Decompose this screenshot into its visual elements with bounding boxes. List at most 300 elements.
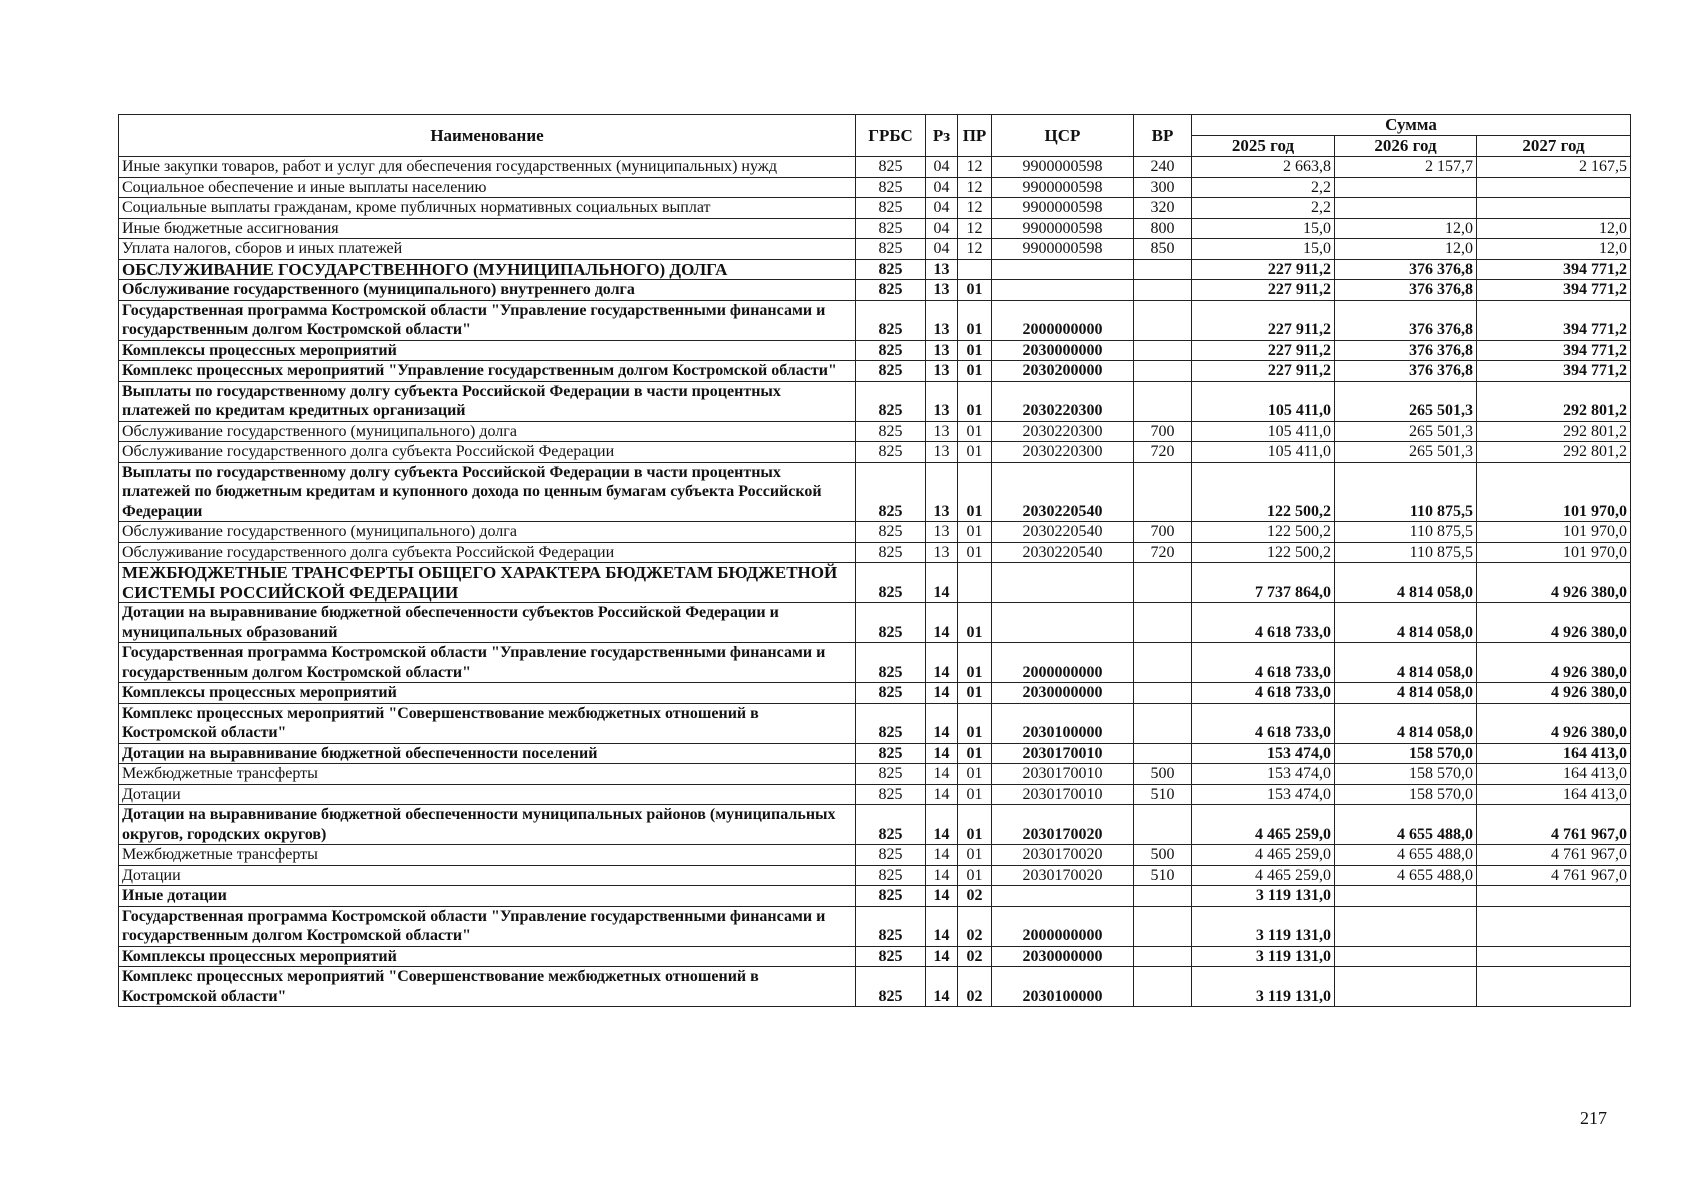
cell-name: Социальное обеспечение и иные выплаты населению — [119, 177, 856, 198]
cell-sum-2026: 12,0 — [1335, 239, 1477, 260]
cell-sum-2025: 4 465 259,0 — [1192, 805, 1335, 845]
cell-name: Комплекс процессных мероприятий "Управление государственным долгом Костромской области" — [119, 361, 856, 382]
cell-sum-2025: 2 663,8 — [1192, 157, 1335, 178]
cell-vr — [1134, 462, 1192, 522]
cell-rz: 14 — [926, 886, 958, 907]
header-csr: ЦСР — [992, 115, 1134, 157]
cell-csr: 2030170010 — [992, 784, 1134, 805]
table-row — [119, 381, 1631, 421]
cell-csr: 9900000598 — [992, 177, 1134, 198]
cell-grbs: 825 — [856, 805, 926, 845]
cell-rz: 14 — [926, 703, 958, 743]
cell-csr — [992, 563, 1134, 603]
cell-sum-2025: 4 618 733,0 — [1192, 683, 1335, 704]
cell-grbs: 825 — [856, 259, 926, 280]
cell-csr: 2030220540 — [992, 542, 1134, 563]
cell-name: Дотации на выравнивание бюджетной обеспеченности поселений — [119, 743, 856, 764]
cell-sum-2025: 3 119 131,0 — [1192, 967, 1335, 1007]
page-number: 217 — [1580, 1108, 1607, 1128]
cell-name: Обслуживание государственного (муниципального) долга — [119, 522, 856, 543]
table-row — [119, 603, 1631, 643]
cell-sum-2026: 110 875,5 — [1335, 462, 1477, 522]
cell-rz: 13 — [926, 340, 958, 361]
cell-csr — [992, 886, 1134, 907]
table-row — [119, 522, 1631, 543]
cell-sum-2025: 3 119 131,0 — [1192, 886, 1335, 907]
cell-vr — [1134, 300, 1192, 340]
cell-sum-2027 — [1477, 177, 1631, 198]
cell-pr: 01 — [958, 764, 992, 785]
cell-sum-2027: 101 970,0 — [1477, 522, 1631, 543]
cell-pr — [958, 259, 992, 280]
cell-sum-2027 — [1477, 906, 1631, 946]
cell-grbs: 825 — [856, 784, 926, 805]
cell-sum-2026: 4 814 058,0 — [1335, 683, 1477, 704]
cell-grbs: 825 — [856, 239, 926, 260]
cell-name: Выплаты по государственному долгу субъекта Российской Федерации в части процентных платежей по бюджетным кредитам и купонного дохода по ценным бумагам субъекта Российской Федерации — [119, 462, 856, 522]
cell-sum-2025: 15,0 — [1192, 239, 1335, 260]
cell-pr: 01 — [958, 522, 992, 543]
table-row — [119, 764, 1631, 785]
cell-sum-2027: 4 926 380,0 — [1477, 703, 1631, 743]
cell-rz: 04 — [926, 218, 958, 239]
cell-sum-2025: 227 911,2 — [1192, 300, 1335, 340]
table-row — [119, 906, 1631, 946]
cell-vr — [1134, 603, 1192, 643]
table-row — [119, 805, 1631, 845]
cell-csr: 9900000598 — [992, 157, 1134, 178]
cell-pr: 12 — [958, 239, 992, 260]
cell-vr: 500 — [1134, 845, 1192, 866]
cell-grbs: 825 — [856, 886, 926, 907]
cell-name: Обслуживание государственного долга субъекта Российской Федерации — [119, 542, 856, 563]
header-rz: Рз — [926, 115, 958, 157]
cell-rz: 14 — [926, 603, 958, 643]
cell-rz: 14 — [926, 946, 958, 967]
cell-sum-2027 — [1477, 967, 1631, 1007]
cell-vr — [1134, 280, 1192, 301]
cell-grbs: 825 — [856, 683, 926, 704]
cell-sum-2025: 4 618 733,0 — [1192, 643, 1335, 683]
cell-rz: 13 — [926, 421, 958, 442]
cell-csr: 2030220300 — [992, 381, 1134, 421]
cell-rz: 14 — [926, 906, 958, 946]
cell-sum-2025: 4 618 733,0 — [1192, 603, 1335, 643]
cell-sum-2026: 4 814 058,0 — [1335, 643, 1477, 683]
header-year-2025: 2025 год — [1192, 136, 1335, 157]
cell-sum-2026: 4 655 488,0 — [1335, 865, 1477, 886]
cell-sum-2025: 2,2 — [1192, 177, 1335, 198]
cell-sum-2027: 394 771,2 — [1477, 259, 1631, 280]
cell-sum-2026: 376 376,8 — [1335, 259, 1477, 280]
cell-sum-2025: 3 119 131,0 — [1192, 946, 1335, 967]
cell-name: Дотации на выравнивание бюджетной обеспеченности муниципальных районов (муниципальных округов, городских округов) — [119, 805, 856, 845]
header-name: Наименование — [119, 115, 856, 157]
cell-sum-2027: 394 771,2 — [1477, 361, 1631, 382]
cell-sum-2027: 4 926 380,0 — [1477, 683, 1631, 704]
cell-grbs: 825 — [856, 177, 926, 198]
cell-name: Уплата налогов, сборов и иных платежей — [119, 239, 856, 260]
cell-rz: 13 — [926, 280, 958, 301]
budget-table — [118, 114, 1631, 1007]
cell-pr: 12 — [958, 198, 992, 219]
cell-rz: 13 — [926, 542, 958, 563]
cell-sum-2025: 122 500,2 — [1192, 462, 1335, 522]
cell-grbs: 825 — [856, 381, 926, 421]
cell-rz: 14 — [926, 563, 958, 603]
cell-pr: 01 — [958, 300, 992, 340]
cell-vr: 320 — [1134, 198, 1192, 219]
cell-sum-2025: 227 911,2 — [1192, 361, 1335, 382]
cell-grbs: 825 — [856, 218, 926, 239]
cell-csr: 2030170020 — [992, 805, 1134, 845]
cell-vr — [1134, 683, 1192, 704]
cell-csr: 2030220540 — [992, 522, 1134, 543]
cell-rz: 04 — [926, 239, 958, 260]
cell-sum-2027: 101 970,0 — [1477, 542, 1631, 563]
cell-grbs: 825 — [856, 340, 926, 361]
budget-table-sheet — [118, 114, 1630, 1007]
cell-sum-2026: 4 814 058,0 — [1335, 563, 1477, 603]
cell-csr: 2030170020 — [992, 845, 1134, 866]
cell-pr: 02 — [958, 946, 992, 967]
cell-pr: 01 — [958, 703, 992, 743]
cell-csr: 2030170020 — [992, 865, 1134, 886]
cell-pr: 01 — [958, 442, 992, 463]
table-row — [119, 280, 1631, 301]
cell-name: Комплексы процессных мероприятий — [119, 340, 856, 361]
cell-name: Государственная программа Костромской области "Управление государственными финансами и государственным долгом Костромской области" — [119, 906, 856, 946]
cell-vr — [1134, 361, 1192, 382]
cell-rz: 13 — [926, 259, 958, 280]
table-row — [119, 845, 1631, 866]
cell-vr — [1134, 643, 1192, 683]
cell-pr: 01 — [958, 845, 992, 866]
header-year-2027: 2027 год — [1477, 136, 1631, 157]
cell-sum-2026: 4 814 058,0 — [1335, 703, 1477, 743]
cell-name: Дотации — [119, 865, 856, 886]
cell-rz: 14 — [926, 643, 958, 683]
header-sum: Сумма — [1192, 115, 1631, 136]
cell-grbs: 825 — [856, 743, 926, 764]
cell-rz: 14 — [926, 805, 958, 845]
cell-name: Межбюджетные трансферты — [119, 845, 856, 866]
header-pr: ПР — [958, 115, 992, 157]
cell-pr: 01 — [958, 280, 992, 301]
cell-pr: 02 — [958, 886, 992, 907]
cell-vr: 510 — [1134, 865, 1192, 886]
cell-pr: 01 — [958, 683, 992, 704]
cell-name: Обслуживание государственного (муниципального) внутреннего долга — [119, 280, 856, 301]
cell-csr — [992, 280, 1134, 301]
cell-vr: 720 — [1134, 542, 1192, 563]
cell-vr — [1134, 259, 1192, 280]
cell-sum-2027: 394 771,2 — [1477, 280, 1631, 301]
cell-sum-2026: 158 570,0 — [1335, 743, 1477, 764]
cell-sum-2026: 4 814 058,0 — [1335, 603, 1477, 643]
cell-csr: 2030200000 — [992, 361, 1134, 382]
cell-grbs: 825 — [856, 865, 926, 886]
cell-name: Обслуживание государственного (муниципального) долга — [119, 421, 856, 442]
cell-sum-2025: 227 911,2 — [1192, 340, 1335, 361]
cell-pr — [958, 563, 992, 603]
cell-csr: 2030000000 — [992, 683, 1134, 704]
cell-sum-2025: 105 411,0 — [1192, 381, 1335, 421]
cell-name: Комплексы процессных мероприятий — [119, 683, 856, 704]
cell-csr: 2030170010 — [992, 764, 1134, 785]
table-row — [119, 643, 1631, 683]
cell-sum-2026: 2 157,7 — [1335, 157, 1477, 178]
cell-rz: 14 — [926, 865, 958, 886]
cell-vr — [1134, 906, 1192, 946]
cell-sum-2026: 110 875,5 — [1335, 522, 1477, 543]
cell-grbs: 825 — [856, 462, 926, 522]
cell-rz: 04 — [926, 198, 958, 219]
cell-pr: 12 — [958, 177, 992, 198]
table-row — [119, 218, 1631, 239]
cell-name: Иные дотации — [119, 886, 856, 907]
cell-name: Государственная программа Костромской области "Управление государственными финансами и государственным долгом Костромской области" — [119, 643, 856, 683]
cell-sum-2025: 153 474,0 — [1192, 743, 1335, 764]
cell-sum-2025: 7 737 864,0 — [1192, 563, 1335, 603]
cell-sum-2027: 12,0 — [1477, 218, 1631, 239]
cell-sum-2026 — [1335, 906, 1477, 946]
cell-vr — [1134, 340, 1192, 361]
cell-vr: 850 — [1134, 239, 1192, 260]
cell-vr: 800 — [1134, 218, 1192, 239]
cell-sum-2026: 4 655 488,0 — [1335, 845, 1477, 866]
table-row — [119, 683, 1631, 704]
cell-vr: 510 — [1134, 784, 1192, 805]
cell-grbs: 825 — [856, 421, 926, 442]
cell-pr: 01 — [958, 361, 992, 382]
cell-grbs: 825 — [856, 967, 926, 1007]
cell-vr — [1134, 743, 1192, 764]
header-vr: ВР — [1134, 115, 1192, 157]
cell-csr: 2030220540 — [992, 462, 1134, 522]
cell-grbs: 825 — [856, 157, 926, 178]
cell-rz: 13 — [926, 522, 958, 543]
cell-sum-2026 — [1335, 946, 1477, 967]
table-row — [119, 157, 1631, 178]
cell-grbs: 825 — [856, 906, 926, 946]
cell-sum-2025: 2,2 — [1192, 198, 1335, 219]
cell-csr: 2030220300 — [992, 421, 1134, 442]
cell-sum-2025: 153 474,0 — [1192, 764, 1335, 785]
cell-csr: 2030100000 — [992, 703, 1134, 743]
cell-sum-2026: 12,0 — [1335, 218, 1477, 239]
cell-rz: 14 — [926, 743, 958, 764]
cell-sum-2025: 3 119 131,0 — [1192, 906, 1335, 946]
cell-vr: 700 — [1134, 522, 1192, 543]
cell-sum-2027: 2 167,5 — [1477, 157, 1631, 178]
cell-pr: 01 — [958, 603, 992, 643]
cell-rz: 04 — [926, 157, 958, 178]
cell-sum-2025: 4 465 259,0 — [1192, 865, 1335, 886]
cell-rz: 13 — [926, 381, 958, 421]
cell-grbs: 825 — [856, 563, 926, 603]
cell-pr: 01 — [958, 542, 992, 563]
cell-sum-2027: 101 970,0 — [1477, 462, 1631, 522]
table-row — [119, 743, 1631, 764]
cell-grbs: 825 — [856, 442, 926, 463]
cell-sum-2027: 4 926 380,0 — [1477, 563, 1631, 603]
cell-csr: 2000000000 — [992, 906, 1134, 946]
table-row — [119, 177, 1631, 198]
cell-sum-2025: 105 411,0 — [1192, 442, 1335, 463]
cell-grbs: 825 — [856, 280, 926, 301]
cell-sum-2026: 265 501,3 — [1335, 381, 1477, 421]
cell-rz: 14 — [926, 967, 958, 1007]
table-row — [119, 967, 1631, 1007]
cell-vr — [1134, 381, 1192, 421]
cell-name: Государственная программа Костромской области "Управление государственными финансами и государственным долгом Костромской области" — [119, 300, 856, 340]
cell-sum-2025: 227 911,2 — [1192, 259, 1335, 280]
cell-csr: 9900000598 — [992, 198, 1134, 219]
table-row — [119, 946, 1631, 967]
cell-sum-2025: 15,0 — [1192, 218, 1335, 239]
cell-sum-2027: 4 926 380,0 — [1477, 643, 1631, 683]
cell-sum-2027: 394 771,2 — [1477, 340, 1631, 361]
table-row — [119, 865, 1631, 886]
cell-sum-2025: 105 411,0 — [1192, 421, 1335, 442]
cell-csr: 2030000000 — [992, 946, 1134, 967]
cell-name: Дотации на выравнивание бюджетной обеспеченности субъектов Российской Федерации и муниципальных образований — [119, 603, 856, 643]
table-row — [119, 784, 1631, 805]
table-row — [119, 886, 1631, 907]
cell-sum-2027: 4 761 967,0 — [1477, 845, 1631, 866]
cell-rz: 13 — [926, 442, 958, 463]
cell-pr: 01 — [958, 421, 992, 442]
cell-grbs: 825 — [856, 603, 926, 643]
cell-name: Межбюджетные трансферты — [119, 764, 856, 785]
table-body — [119, 157, 1631, 1007]
cell-sum-2026 — [1335, 886, 1477, 907]
cell-grbs: 825 — [856, 764, 926, 785]
cell-sum-2026: 4 655 488,0 — [1335, 805, 1477, 845]
table-row — [119, 198, 1631, 219]
cell-vr: 240 — [1134, 157, 1192, 178]
cell-rz: 14 — [926, 784, 958, 805]
cell-name: Социальные выплаты гражданам, кроме публичных нормативных социальных выплат — [119, 198, 856, 219]
cell-grbs: 825 — [856, 361, 926, 382]
cell-name: Комплекс процессных мероприятий "Совершенствование межбюджетных отношений в Костромской области" — [119, 967, 856, 1007]
table-row — [119, 442, 1631, 463]
table-header — [119, 115, 1631, 157]
table-row — [119, 563, 1631, 603]
cell-csr — [992, 603, 1134, 643]
cell-sum-2026 — [1335, 177, 1477, 198]
table-row — [119, 421, 1631, 442]
cell-grbs: 825 — [856, 522, 926, 543]
cell-vr — [1134, 886, 1192, 907]
cell-name: Иные закупки товаров, работ и услуг для обеспечения государственных (муниципальных) нужд — [119, 157, 856, 178]
cell-grbs: 825 — [856, 198, 926, 219]
cell-sum-2027: 292 801,2 — [1477, 442, 1631, 463]
cell-vr — [1134, 946, 1192, 967]
table-row — [119, 542, 1631, 563]
cell-csr: 2000000000 — [992, 300, 1134, 340]
cell-vr — [1134, 703, 1192, 743]
cell-sum-2025: 122 500,2 — [1192, 542, 1335, 563]
cell-vr — [1134, 805, 1192, 845]
cell-rz: 04 — [926, 177, 958, 198]
cell-name: Комплексы процессных мероприятий — [119, 946, 856, 967]
cell-pr: 01 — [958, 743, 992, 764]
cell-pr: 01 — [958, 340, 992, 361]
cell-csr — [992, 259, 1134, 280]
table-row — [119, 703, 1631, 743]
cell-csr: 2030100000 — [992, 967, 1134, 1007]
table-row — [119, 340, 1631, 361]
cell-sum-2026 — [1335, 198, 1477, 219]
cell-csr: 9900000598 — [992, 239, 1134, 260]
cell-name: Обслуживание государственного долга субъекта Российской Федерации — [119, 442, 856, 463]
table-row — [119, 239, 1631, 260]
cell-pr: 02 — [958, 967, 992, 1007]
cell-sum-2027: 164 413,0 — [1477, 764, 1631, 785]
cell-grbs: 825 — [856, 542, 926, 563]
cell-pr: 01 — [958, 643, 992, 683]
cell-name: МЕЖБЮДЖЕТНЫЕ ТРАНСФЕРТЫ ОБЩЕГО ХАРАКТЕРА БЮДЖЕТАМ БЮДЖЕТНОЙ СИСТЕМЫ РОССИЙСКОЙ ФЕДЕРАЦИИ — [119, 563, 856, 603]
cell-rz: 13 — [926, 462, 958, 522]
cell-sum-2026: 376 376,8 — [1335, 340, 1477, 361]
cell-sum-2025: 4 465 259,0 — [1192, 845, 1335, 866]
cell-pr: 01 — [958, 865, 992, 886]
cell-csr: 2030000000 — [992, 340, 1134, 361]
cell-sum-2025: 153 474,0 — [1192, 784, 1335, 805]
cell-vr — [1134, 967, 1192, 1007]
cell-sum-2027: 292 801,2 — [1477, 421, 1631, 442]
cell-csr: 2000000000 — [992, 643, 1134, 683]
cell-vr: 300 — [1134, 177, 1192, 198]
cell-sum-2027: 164 413,0 — [1477, 784, 1631, 805]
cell-rz: 13 — [926, 300, 958, 340]
cell-name: Выплаты по государственному долгу субъекта Российской Федерации в части процентных платежей по кредитам кредитных организаций — [119, 381, 856, 421]
cell-sum-2027 — [1477, 886, 1631, 907]
header-grbs: ГРБС — [856, 115, 926, 157]
cell-sum-2026: 376 376,8 — [1335, 361, 1477, 382]
cell-csr: 2030170010 — [992, 743, 1134, 764]
cell-grbs: 825 — [856, 703, 926, 743]
cell-rz: 13 — [926, 361, 958, 382]
cell-vr: 720 — [1134, 442, 1192, 463]
header-year-2026: 2026 год — [1335, 136, 1477, 157]
cell-sum-2026 — [1335, 967, 1477, 1007]
cell-sum-2027 — [1477, 198, 1631, 219]
cell-vr: 700 — [1134, 421, 1192, 442]
cell-sum-2026: 265 501,3 — [1335, 421, 1477, 442]
cell-vr — [1134, 563, 1192, 603]
cell-grbs: 825 — [856, 845, 926, 866]
cell-rz: 14 — [926, 764, 958, 785]
cell-name: Иные бюджетные ассигнования — [119, 218, 856, 239]
cell-name: ОБСЛУЖИВАНИЕ ГОСУДАРСТВЕННОГО (МУНИЦИПАЛЬНОГО) ДОЛГА — [119, 259, 856, 280]
cell-sum-2026: 158 570,0 — [1335, 764, 1477, 785]
cell-sum-2025: 4 618 733,0 — [1192, 703, 1335, 743]
cell-sum-2027: 394 771,2 — [1477, 300, 1631, 340]
cell-pr: 01 — [958, 462, 992, 522]
cell-sum-2027: 4 926 380,0 — [1477, 603, 1631, 643]
table-row — [119, 462, 1631, 522]
cell-csr: 2030220300 — [992, 442, 1134, 463]
cell-sum-2027: 4 761 967,0 — [1477, 865, 1631, 886]
cell-sum-2025: 122 500,2 — [1192, 522, 1335, 543]
cell-pr: 01 — [958, 784, 992, 805]
cell-pr: 12 — [958, 218, 992, 239]
table-row — [119, 361, 1631, 382]
cell-sum-2026: 110 875,5 — [1335, 542, 1477, 563]
